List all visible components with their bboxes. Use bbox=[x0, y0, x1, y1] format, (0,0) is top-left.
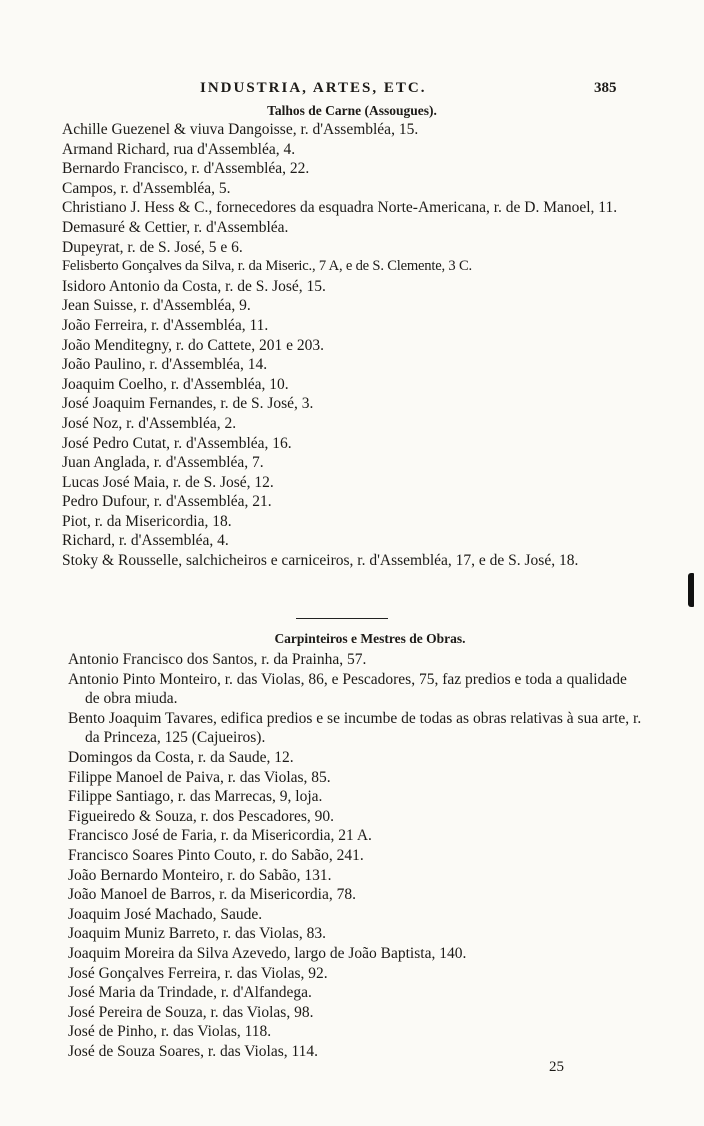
list-item: Joaquim Moreira da Silva Azevedo, largo de João Baptista, 140. bbox=[68, 944, 467, 962]
list-item: José Maria da Trindade, r. d'Alfandega. bbox=[68, 984, 312, 1002]
ink-mark bbox=[688, 573, 694, 607]
list-item: José Pedro Cutat, r. d'Assembléa, 16. bbox=[62, 434, 292, 452]
section-heading-carpinteiros: Carpinteiros e Mestres de Obras. bbox=[274, 631, 466, 646]
list-item: Juan Anglada, r. d'Assembléa, 7. bbox=[62, 454, 264, 472]
section-divider bbox=[296, 618, 388, 619]
list-item: Dupeyrat, r. de S. José, 5 e 6. bbox=[62, 238, 243, 256]
list-item: Joaquim Muniz Barreto, r. das Violas, 83. bbox=[68, 925, 326, 943]
list-item: João Manoel de Barros, r. da Misericordia, 78. bbox=[68, 886, 356, 904]
list-item: Pedro Dufour, r. d'Assembléa, 21. bbox=[62, 493, 272, 511]
list-item: João Paulino, r. d'Assembléa, 14. bbox=[62, 356, 268, 374]
signature-mark: 25 bbox=[549, 1059, 564, 1075]
list-item: Antonio Francisco dos Santos, r. da Prainha, 57. bbox=[68, 651, 367, 668]
list-item: Felisberto Gonçalves da Silva, r. da Miseric., 7 A, e de S. Clemente, 3 C. bbox=[62, 258, 472, 275]
list-item: Filippe Manoel de Paiva, r. das Violas, 85. bbox=[68, 768, 331, 786]
list-item: Francisco José de Faria, r. da Misericordia, 21 A. bbox=[68, 827, 372, 845]
list-item: João Ferreira, r. d'Assembléa, 11. bbox=[62, 316, 269, 334]
list-item: José de Pinho, r. das Violas, 118. bbox=[68, 1023, 272, 1041]
list-item: Lucas José Maia, r. de S. José, 12. bbox=[62, 473, 274, 491]
list-item: Filippe Santiago, r. das Marrecas, 9, loja. bbox=[68, 788, 323, 806]
list-item: José Noz, r. d'Assembléa, 2. bbox=[62, 414, 237, 432]
entry-list-carpinteiros bbox=[68, 650, 642, 1061]
list-item: Isidoro Antonio da Costa, r. de S. José, 15. bbox=[62, 277, 326, 295]
list-item: Joaquim Coelho, r. d'Assembléa, 10. bbox=[62, 375, 289, 393]
entry-list-talhos bbox=[62, 120, 662, 571]
list-item: João Menditegny, r. do Cattete, 201 e 203. bbox=[62, 336, 325, 354]
list-item: Domingos da Costa, r. da Saude, 12. bbox=[68, 748, 294, 766]
running-head bbox=[0, 80, 704, 100]
list-item: Piot, r. da Misericordia, 18. bbox=[62, 512, 232, 530]
list-item: Armand Richard, rua d'Assembléa, 4. bbox=[62, 140, 296, 158]
list-item: Stoky & Rousselle, salchicheiros e carniceiros, r. d'Assembléa, 17, e de S. José, 18. bbox=[62, 552, 579, 570]
list-item: Figueiredo & Souza, r. dos Pescadores, 90. bbox=[68, 807, 335, 825]
list-item: José Pereira de Souza, r. das Violas, 98. bbox=[68, 1003, 314, 1021]
list-item: Christiano J. Hess & C., fornecedores da esquadra Norte-Americana, r. de D. Manoel, 11. bbox=[62, 199, 618, 217]
section-heading-talhos: Talhos de Carne (Assougues). bbox=[267, 103, 437, 118]
list-item: José Gonçalves Ferreira, r. das Violas, 92. bbox=[68, 964, 328, 982]
list-item: Richard, r. d'Assembléa, 4. bbox=[62, 532, 229, 550]
page-number: 385 bbox=[594, 80, 617, 96]
running-title: INDUSTRIA, ARTES, ETC. bbox=[200, 80, 427, 96]
list-item: Achille Guezenel & viuva Dangoisse, r. d'Assembléa, 15. bbox=[62, 121, 419, 138]
list-item: Campos, r. d'Assembléa, 5. bbox=[62, 179, 231, 197]
list-item: Bernardo Francisco, r. d'Assembléa, 22. bbox=[62, 160, 310, 178]
list-item: José Joaquim Fernandes, r. de S. José, 3. bbox=[62, 395, 314, 413]
list-item: José de Souza Soares, r. das Violas, 114. bbox=[68, 1042, 319, 1060]
list-item: Joaquim José Machado, Saude. bbox=[68, 905, 263, 923]
list-item: Francisco Soares Pinto Couto, r. do Sabão, 241. bbox=[68, 846, 364, 864]
list-item: Antonio Pinto Monteiro, r. das Violas, 86, e Pescadores, 75, faz predios e toda a qualidade de obra miuda. bbox=[68, 670, 627, 708]
list-item: Demasuré & Cettier, r. d'Assembléa. bbox=[62, 218, 289, 236]
list-item: João Bernardo Monteiro, r. do Sabão, 131. bbox=[68, 866, 332, 884]
list-item: Jean Suisse, r. d'Assembléa, 9. bbox=[62, 297, 251, 315]
list-item: Bento Joaquim Tavares, edifica predios e se incumbe de todas as obras relativas à sua arte, r. da Princeza, 125 (Cajueiros). bbox=[68, 709, 642, 747]
